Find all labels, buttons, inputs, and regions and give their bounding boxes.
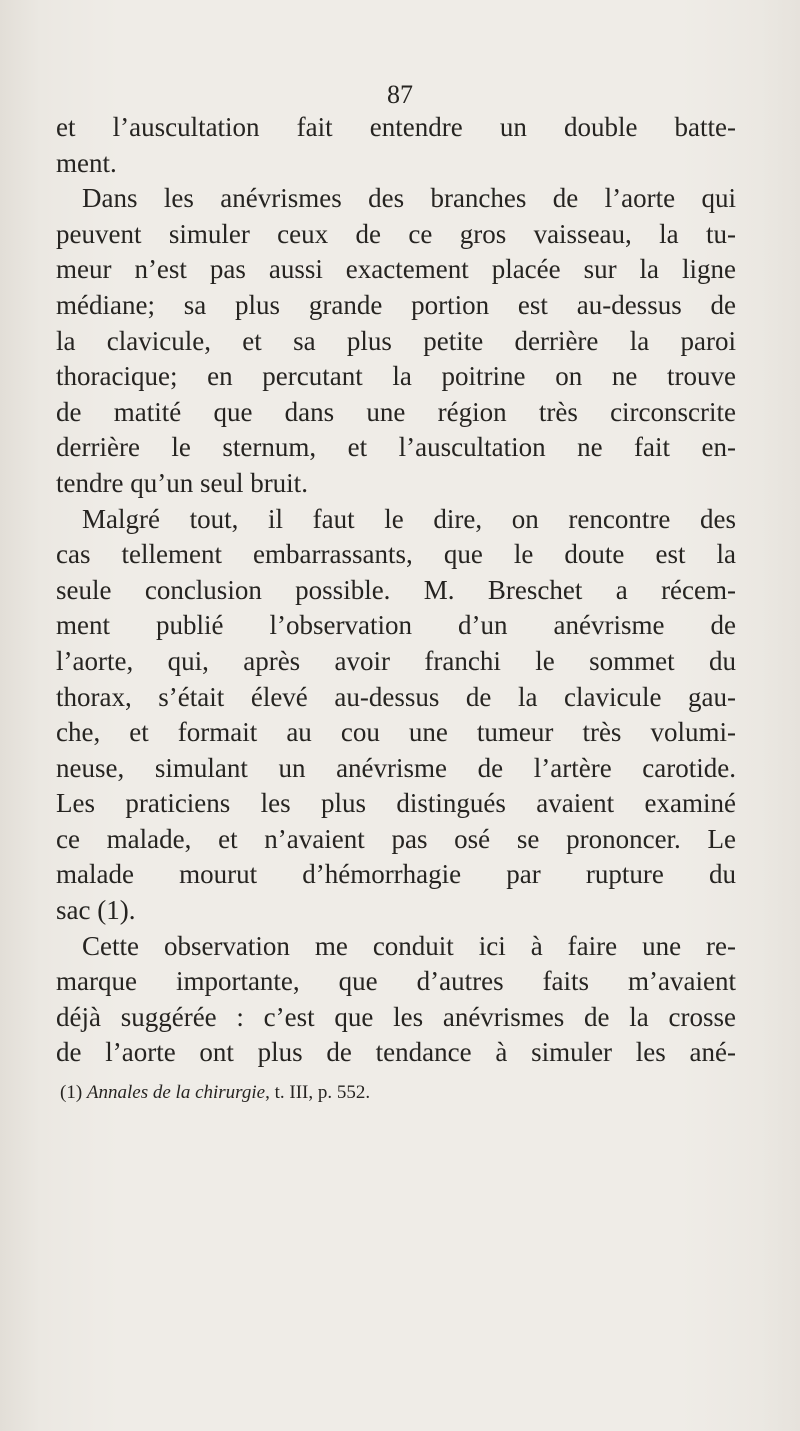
text-line: la clavicule, et sa plus petite derrière la paroi [56,325,736,356]
text-line: Cette observation me conduit ici à faire une re- [82,930,736,961]
text-line: Dans les anévrismes des branches de l’aorte qui [82,183,736,214]
text-line: ment publié l’observation d’un anévrisme de [56,610,736,641]
text-line: peuvent simuler ceux de ce gros vaisseau, la tu- [56,218,736,249]
text-line: neuse, simulant un anévrisme de l’artère carotide. [56,752,736,783]
page-number: 87 [387,80,413,109]
text-line: seule conclusion possible. M. Breschet a récem- [56,574,736,605]
text-line: malade mourut d’hémorrhagie par rupture du [56,859,736,890]
text-line: déjà suggérée : c’est que les anévrismes de la crosse [56,1001,736,1032]
text-line: meur n’est pas aussi exactement placée sur la ligne [56,254,736,285]
text-line: ce malade, et n’avaient pas osé se prononcer. Le [56,823,736,854]
text-line: thorax, s’était élevé au-dessus de la clavicule gau- [56,681,736,712]
text-line: sac (1). [56,895,136,926]
text-line: cas tellement embarrassants, que le doute est la [56,539,736,570]
text-line: de l’aorte ont plus de tendance à simuler les ané- [56,1037,736,1068]
text-line: che, et formait au cou une tumeur très volumi- [56,717,736,748]
footnote-reference: , t. III, p. 552. [265,1082,371,1103]
text-line: l’aorte, qui, après avoir franchi le sommet du [56,645,736,676]
body-text [56,110,736,1071]
footnote-source-title: Annales de la chirurgie [86,1082,266,1103]
text-line: médiane; sa plus grande portion est au-dessus de [56,289,736,320]
text-line: et l’auscultation fait entendre un double batte- [56,112,736,142]
footnote-marker: (1) [60,1082,83,1103]
text-line: derrière le sternum, et l’auscultation ne fait en- [56,432,736,463]
text-line: de matité que dans une région très circonscrite [56,396,736,427]
text-line: Malgré tout, il faut le dire, on rencontre des [82,503,736,534]
text-line: thoracique; en percutant la poitrine on ne trouve [56,361,736,392]
text-line: marque importante, que d’autres faits m’avaient [56,966,736,997]
text-line: Les praticiens les plus distingués avaient examiné [56,788,736,819]
text-line: ment. [56,147,117,178]
text-line: tendre qu’un seul bruit. [56,467,308,498]
footnote [60,1081,370,1105]
